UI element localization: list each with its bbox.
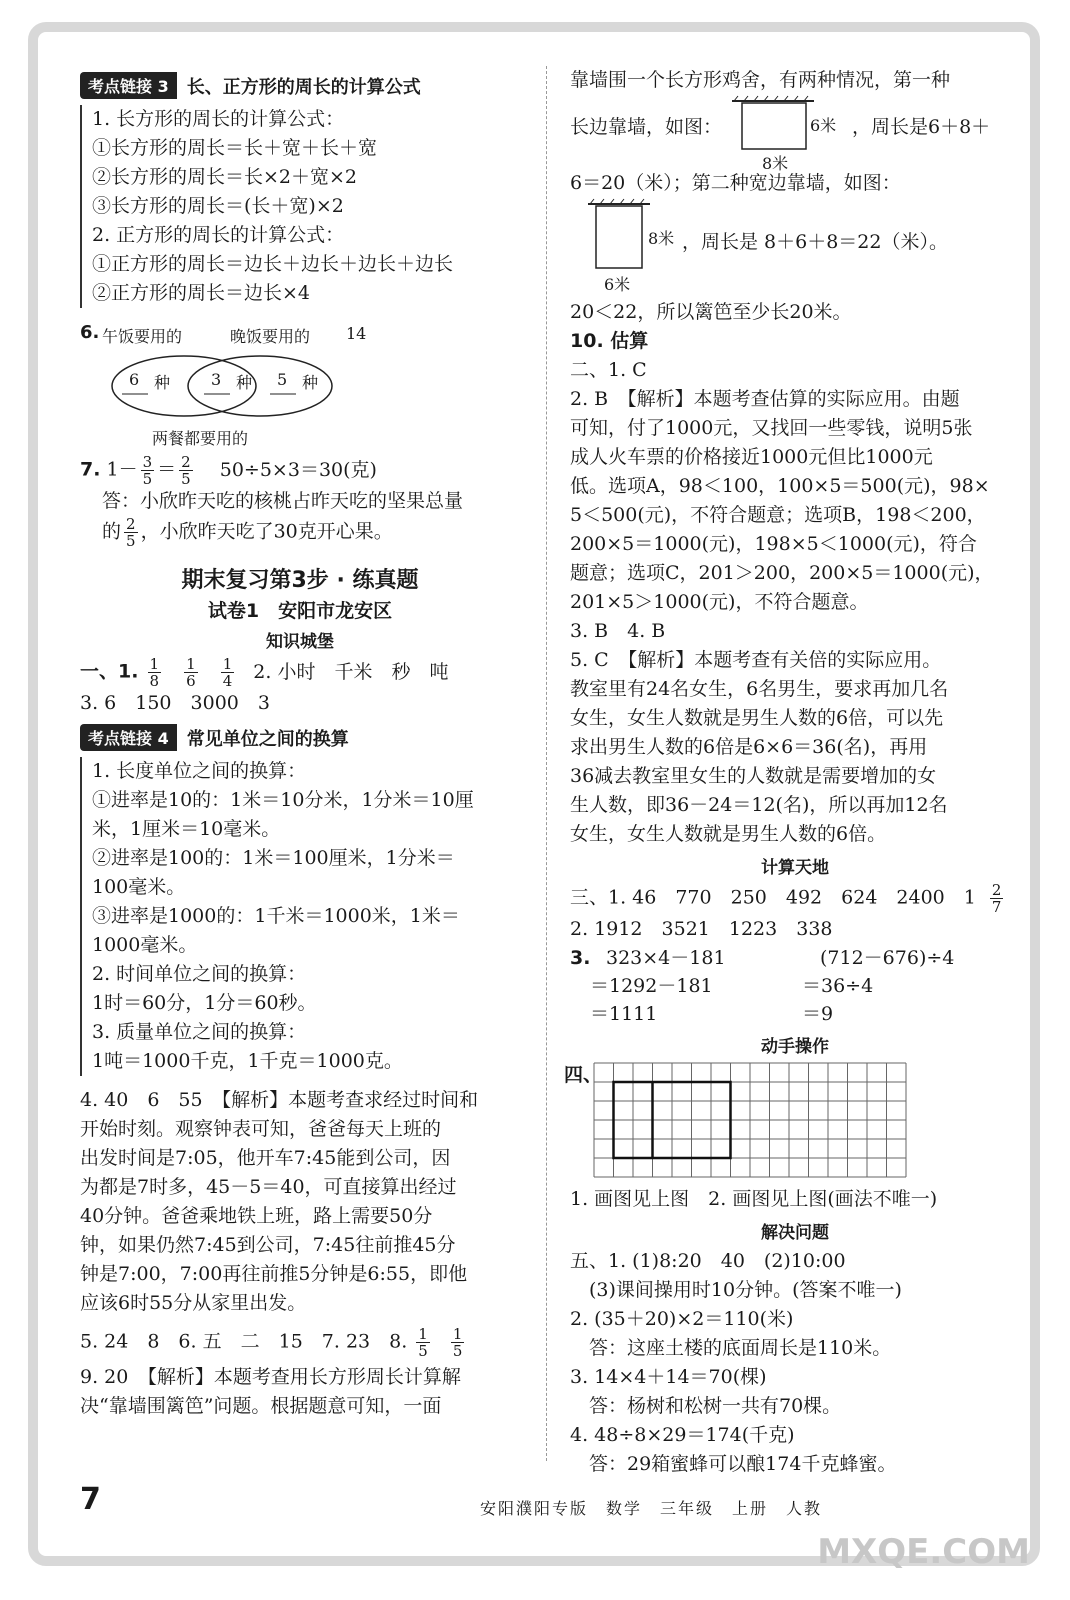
fig2-side-label: 8米 <box>648 229 675 248</box>
q9-text: ，周长是 8＋6＋8＝22（米）。 <box>682 231 948 253</box>
right-column <box>564 66 1020 1479</box>
q9-cont-line: 20＜22，所以篱笆至少长20米。 <box>570 301 852 323</box>
s5-line: 4. 48÷8×29＝174(千克) <box>570 1424 795 1446</box>
s4-label: 四、 <box>564 1064 603 1086</box>
q9-text: 长边靠墙，如图： <box>570 116 723 138</box>
q7-ans2b: ，小欣昨天吃了30克开心果。 <box>140 520 393 543</box>
frac-numerator: 1 <box>222 655 233 673</box>
paper-heading: 试卷1 安阳市龙安区 <box>207 600 393 622</box>
page-footer <box>80 1482 1020 1528</box>
link3-line: ③长方形的周长＝(长＋宽)×2 <box>92 195 344 217</box>
frac-numerator: 1 <box>186 655 196 673</box>
s2-q5-line: 生人数，即36－24＝12(名)，所以再加12名 <box>570 794 948 816</box>
s5-line: 答：这座土楼的底面周长是110米。 <box>570 1337 892 1359</box>
calc-step: 323×4－181 <box>606 947 726 969</box>
s5-line: 答：29箱蜜蜂可以酿174千克蜂蜜。 <box>570 1453 897 1475</box>
link3-box <box>80 105 520 308</box>
s2-q5-line: 36减去教室里女生的人数就是需要增加的女 <box>570 765 937 787</box>
link4-line: ③进率是1000的：1千米＝1000米，1米＝ <box>92 905 460 927</box>
frac-denominator: 5 <box>181 470 191 488</box>
frac-denominator: 8 <box>149 672 160 690</box>
q7-eq: ＝ <box>157 458 177 481</box>
link3-title: 长、正方形的周长的计算公式 <box>186 76 421 98</box>
frac-denominator: 5 <box>126 532 136 550</box>
q5-line <box>80 1326 520 1359</box>
watermark-logo: MXQE.COM <box>817 1532 1030 1572</box>
s3-q3 <box>570 944 1020 1028</box>
footer-text: 安阳濮阳专版 数学 三年级 上册 人教 <box>480 1499 823 1518</box>
operation-heading: 动手操作 <box>761 1037 829 1057</box>
q7-expr-b: 50÷5×3＝30(克) <box>219 458 377 481</box>
q10: 10. 估算 <box>570 330 649 352</box>
s1-q2: 2. 小时 千米 秒 吨 <box>253 660 449 683</box>
s2-q2-line: 201×5＞1000(元)，不符合题意。 <box>570 591 869 613</box>
s3-q3-num: 3. <box>570 947 591 969</box>
q6-dinner-label: 晚饭要用的 <box>230 327 311 346</box>
solve-heading: 解决问题 <box>761 1223 829 1243</box>
link4-line: 米，1厘米＝10毫米。 <box>92 818 281 840</box>
frac-denominator: 7 <box>991 898 1002 916</box>
frac-numerator: 3 <box>142 453 153 471</box>
s5-line: 答：杨树和松树一共有70棵。 <box>570 1395 842 1417</box>
s2-q2-line: 5＜500(元)，不符合题意；选项B，198＜200， <box>570 504 986 526</box>
venn-left-value: 6 <box>129 370 140 389</box>
frac-numerator: 2 <box>181 453 191 471</box>
q7-frac3 <box>124 516 138 549</box>
q7-ans2a: 的 <box>102 520 122 543</box>
s1-q3: 3. 6 150 3000 3 <box>80 692 270 714</box>
frac-denominator: 5 <box>418 1342 428 1360</box>
frac-denominator: 5 <box>452 1342 463 1360</box>
q8-frac <box>416 1326 430 1359</box>
frac-denominator: 4 <box>222 672 233 690</box>
link4-line: 1吨＝1000千克，1千克＝1000克。 <box>92 1050 403 1072</box>
calc-heading: 计算天地 <box>761 858 829 878</box>
s4-answers: 1. 画图见上图 2. 画图见上图(画法不唯一) <box>570 1188 938 1210</box>
q4-line: 40分钟。爸爸乘地铁上班，路上需要50分 <box>80 1205 433 1227</box>
frac-numerator: 1 <box>418 1325 428 1343</box>
calc-step: ＝9 <box>802 1003 834 1025</box>
q4-line: 4. 40 6 55 【解析】本题考查求经过时间和 <box>80 1089 479 1111</box>
frac-denominator: 6 <box>186 672 196 690</box>
venn-mid-unit: 种 <box>236 373 253 392</box>
s1-frac <box>148 656 162 689</box>
venn-left-unit: 种 <box>154 373 171 392</box>
q7-line <box>80 454 520 487</box>
link4-box <box>80 757 520 1076</box>
link4-line: ①进率是10的：1米＝10分米，1分米＝10厘 <box>92 789 474 811</box>
q7-expr-a: 1－ <box>106 458 138 481</box>
s2-q2-line: 2. B 【解析】本题考查估算的实际应用。由题 <box>570 388 960 410</box>
link4-line: 1时＝60分，1分＝60秒。 <box>92 992 317 1014</box>
s5-line: 五、1. (1)8:20 40 (2)10:00 <box>570 1250 846 1272</box>
link3-line: ①长方形的周长＝长＋宽＋长＋宽 <box>92 137 378 159</box>
link3-line: 2. 正方形的周长的计算公式： <box>92 224 345 246</box>
q4-line: 出发时间是7:05，他开车7:45能到公司，因 <box>80 1147 451 1169</box>
q9-figure1-row <box>570 95 1020 173</box>
link3-line: ②长方形的周长＝长×2＋宽×2 <box>92 166 358 188</box>
grid-figure <box>564 1061 1020 1185</box>
s2-q2-line: 200×5＝1000(元)，198×5＜1000(元)，符合 <box>570 533 977 555</box>
q4-line: 应该6时55分从家里出发。 <box>80 1292 307 1314</box>
q8-frac <box>451 1326 465 1359</box>
s3-frac <box>990 882 1004 915</box>
q4-line: 钟是7:00，7:00再往前推5分钟是6:55，即他 <box>80 1263 468 1285</box>
link4-line: 2. 时间单位之间的换算： <box>92 963 307 985</box>
square-grid <box>590 1061 920 1185</box>
q7-answer-1: 答：小欣昨天吃的核桃占昨天吃的坚果总量 <box>102 490 464 512</box>
s3-q1-text: 三、1. 46 770 250 492 624 2400 1 <box>570 886 976 909</box>
page-number: 7 <box>80 1482 101 1517</box>
q4-line: 钟，如果仍然7:45到公司，7:45往前推45分 <box>80 1234 456 1256</box>
frac-denominator: 5 <box>142 470 153 488</box>
fig1-bottom-label: 8米 <box>762 154 789 173</box>
s1-frac <box>221 656 235 689</box>
frac-numerator: 1 <box>149 655 160 673</box>
s2-q5-line: 女生，女生人数就是男生人数的6倍。 <box>570 823 887 845</box>
s5-line: 2. (35＋20)×2＝110(米) <box>570 1308 794 1330</box>
q6-number: 6. <box>80 322 100 343</box>
venn-mid-value: 3 <box>211 370 222 389</box>
s2-q5-line: 5. C 【解析】本题考查有关倍的实际应用。 <box>570 649 942 671</box>
s1-q1 <box>80 656 520 689</box>
q9-figure2-row <box>570 198 1020 298</box>
q6-total: 14 <box>346 324 367 343</box>
s5-line: (3)课间操用时10分钟。(答案不唯一) <box>570 1279 902 1301</box>
link4-header <box>80 724 520 751</box>
q6-both-label: 两餐都要用的 <box>152 429 249 448</box>
fig2-bottom-label: 6米 <box>604 275 631 294</box>
q9-text: ，周长是6＋8＋ <box>852 116 991 138</box>
s2-q5-line: 求出男生人数的6倍是6×6＝36(名)，再用 <box>570 736 928 758</box>
calc-step: ＝1292－181 <box>590 975 713 997</box>
s1-frac <box>184 656 198 689</box>
s2-q1: 二、1. C <box>570 359 647 381</box>
q6-venn <box>80 318 520 448</box>
link4-line: 1000毫米。 <box>92 934 198 956</box>
q6-lunch-label: 午饭要用的 <box>102 327 183 346</box>
q7-number: 7. <box>80 458 101 481</box>
link4-line: 100毫米。 <box>92 876 186 898</box>
link4-title: 常见单位之间的换算 <box>186 728 349 750</box>
link3-line: ①正方形的周长＝边长＋边长＋边长＋边长 <box>92 253 454 275</box>
s2-q2-line: 题意；选项C，201＞200，200×5＝1000(元)， <box>570 562 994 584</box>
calc-step: (712－676)÷4 <box>820 947 955 969</box>
s3-q1 <box>570 882 1020 915</box>
q7-answer-2 <box>80 516 520 549</box>
q9-line: 决“靠墙围篱笆”问题。根据题意可知，一面 <box>80 1395 442 1417</box>
link4-line: 3. 质量单位之间的换算： <box>92 1021 307 1043</box>
q9-line: 9. 20 【解析】本题考查用长方形周长计算解 <box>80 1366 461 1388</box>
frac-numerator: 1 <box>452 1325 463 1343</box>
q7-frac2 <box>179 454 193 487</box>
link3-header <box>80 72 520 99</box>
q4-line: 开始时刻。观察钟表可知，爸爸每天上班的 <box>80 1118 442 1140</box>
q5-text: 5. 24 8 6. 五 二 15 7. 23 8. <box>80 1330 408 1353</box>
link4-tag: 考点链接 4 <box>80 724 177 751</box>
section-heading: 期末复习第3步 · 练真题 <box>181 568 419 593</box>
venn-right-unit: 种 <box>302 373 319 392</box>
s2-q5-line: 女生，女生人数就是男生人数的6倍，可以先 <box>570 707 944 729</box>
q9-cont-line: 6＝20（米）；第二种宽边靠墙，如图： <box>570 172 901 194</box>
knowledge-heading: 知识城堡 <box>266 632 334 652</box>
s2-q2-line: 低。选项A，98＜100，100×5＝500(元)，98× <box>570 475 990 497</box>
fig1-side-label: 6米 <box>810 116 837 135</box>
column-divider <box>546 66 547 1461</box>
s2-q34: 3. B 4. B <box>570 620 666 642</box>
calc-step: ＝36÷4 <box>802 975 874 997</box>
q7-frac1 <box>141 454 155 487</box>
s5-line: 3. 14×4＋14＝70(棵) <box>570 1366 767 1388</box>
s2-q5-line: 教室里有24名女生，6名男生，要求再加几名 <box>570 678 949 700</box>
link4-line: 1. 长度单位之间的换算： <box>92 760 307 782</box>
s2-q2-line: 可知，付了1000元，又找回一些零钱，说明5张 <box>570 417 973 439</box>
venn-right-value: 5 <box>277 370 288 389</box>
q4-line: 为都是7时多，45－5＝40，可直接算出经过 <box>80 1176 457 1198</box>
s3-q2: 2. 1912 3521 1223 338 <box>570 918 833 940</box>
left-column <box>80 66 520 1421</box>
link3-line: 1. 长方形的周长的计算公式： <box>92 108 345 130</box>
link3-tag: 考点链接 3 <box>80 72 177 99</box>
frac-numerator: 2 <box>991 881 1002 899</box>
q9-cont-line: 靠墙围一个长方形鸡舍，有两种情况，第一种 <box>570 69 951 91</box>
s1-prefix: 一、1. <box>80 660 139 683</box>
link3-line: ②正方形的周长＝边长×4 <box>92 282 311 304</box>
calc-step: ＝1111 <box>590 1003 658 1025</box>
s2-q2-line: 成人火车票的价格接近1000元但比1000元 <box>570 446 933 468</box>
link4-line: ②进率是100的：1米＝100厘米，1分米＝ <box>92 847 455 869</box>
frac-numerator: 2 <box>126 515 136 533</box>
